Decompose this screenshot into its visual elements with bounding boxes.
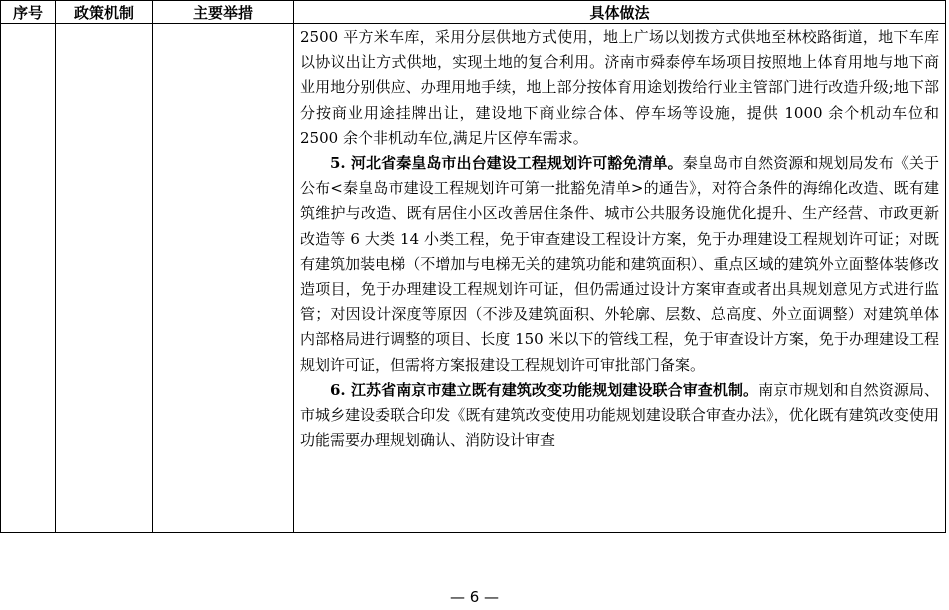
- table-row: [1, 24, 946, 533]
- paragraph-text: 2500 平方米车库，采用分层供地方式使用，地上广场以划拨方式供地至林校路街道，地下车库以协议出让方式供地，实现土地的复合利用。济南市舜泰停车场项目按照地上体育用地与地下商业用地分别供应、办理用地手续，地上部分按体育用途划拨给行业主管部门进行改造升级;地下部分按商业用途挂牌出让，建设地下商业综合体、停车场等设施，提供 1000 余个机动车位和 2500 余个非机动车位,满足片区停车需求。: [300, 28, 939, 147]
- paragraph-qinhuangdao: [300, 151, 939, 378]
- cell-policy-mechanism: [56, 24, 153, 533]
- cell-main-measures: [153, 24, 294, 533]
- header-specific-practices: 具体做法: [294, 1, 946, 24]
- header-index: 序号: [1, 1, 56, 24]
- cell-index: [1, 24, 56, 533]
- practice-text: [294, 24, 945, 531]
- header-policy-mechanism: 政策机制: [56, 1, 153, 24]
- paragraph-text: 南京市规划和自然资源局、市城乡建设委联合印发《既有建筑改变使用功能规划建设联合审查办法》，优化既有建筑改变使用功能需要办理规划确认、消防设计审查: [300, 380, 939, 450]
- header-main-measures: 主要举措: [153, 1, 294, 24]
- paragraph-heading: 6. 江苏省南京市建立既有建筑改变功能规划建设联合审查机制。: [330, 380, 759, 399]
- cell-specific-practices: [294, 24, 946, 533]
- paragraph-nanjing: [300, 378, 939, 454]
- page-number: — 6 —: [449, 588, 500, 606]
- paragraph-text: 秦皇岛市自然资源和规划局发布《关于公布<秦皇岛市建设工程规划许可第一批豁免清单>的通告》，对符合条件的海绵化改造、既有建筑维护与改造、既有居住小区改善居住条件、城市公共服务设施优化提升、生产经营、市政更新改造等 6 大类 14 小类工程，免于审查建设工程设计方案，免于办理建设工程规划许可证；对既有建筑加装电梯（不增加与电梯无关的建筑功能和建筑面积）、重点区域的建筑外立面整体装修改造项目，免于办理建设工程规划许可证，但仍需通过设计方案审查或者出具规划意见方式进行监管；对因设计深度等原因（不涉及建筑面积、外轮廓、层数、总高度、外立面调整）对建筑单体内部格局进行调整的项目、长度 150 米以下的管线工程，免于审查设计方案，免于办理建设工程规划许可证，但需将方案报建设工程规划许可审批部门备案。: [300, 154, 939, 374]
- paragraph-continuation: [300, 25, 939, 151]
- paragraph-heading: 5. 河北省秦皇岛市出台建设工程规划许可豁免清单。: [330, 154, 683, 173]
- table-header-row: [1, 1, 946, 24]
